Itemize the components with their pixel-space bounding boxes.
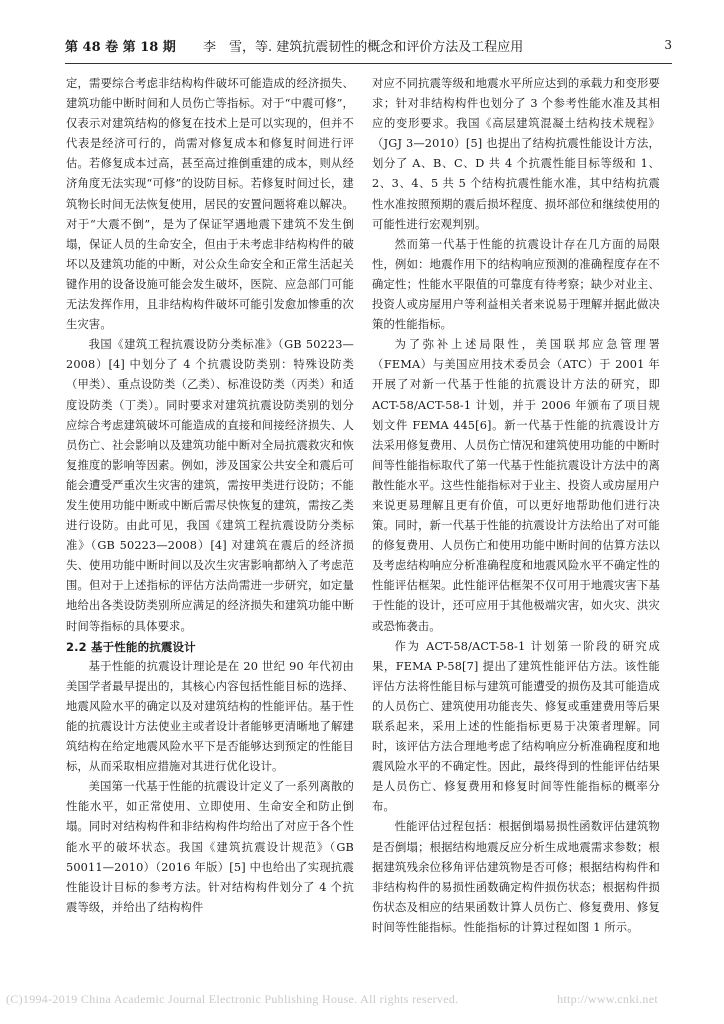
footer-url[interactable]: http://www.cnki.net bbox=[557, 992, 658, 1006]
section-number: 2.2 bbox=[66, 639, 87, 654]
body-paragraph: 为了弥补上述局限性，美国联邦应急管理署（FEMA）与美国应用技术委员会（ATC）于 2001 年开展了对新一代基于性能的抗震设计方法的研究，即 ACT-58/ACT-58-1 计划，并于 2006 年颁布了项目规划文件 FEMA 445[6]。新一代基于性能的抗震设计方法采用修复费用、人员伤亡情况和建筑使用功能的中断时间等性能指标取代了第一代基于性能抗震设计方法中的离散性能水平。这些性能指标对于业主、投资人或房屋用户来说更易理解且更有价值，可以更好地帮助他们进行决策。同时，新一代基于性能的抗震设计方法给出了对可能的修复费用、人员伤亡和使用功能中断时间的估算方法以及考虑结构响应分析准确程度和地震风险水平不确定性的性能评估框架。此性能评估框架不仅可用于地震灾害下基于性能的设计，还可应用于其他极端灾害，如火灾、洪灾或恐怖袭击。 bbox=[372, 338, 660, 633]
body-paragraph: 基于性能的抗震设计理论是在 20 世纪 90 年代初由美国学者最早提出的，其核心内容包括性能目标的选择、地震风险水平的确定以及对建筑结构的性能评估。基于性能的抗震设计方法使业主或者设计者能够更清晰地了解建筑结构在给定地震风险水平下是否能够达到预定的性能目标，从而采取相应措施对其进行优化设计。 bbox=[66, 659, 354, 774]
right-column bbox=[372, 74, 660, 938]
running-title: 李 雪，等. 建筑抗震韧性的概念和评价方法及工程应用 bbox=[203, 40, 524, 55]
body-paragraph: 美国第一代基于性能的抗震设计定义了一系列离散的性能水平，如正常使用、立即使用、生命安全和防止倒塌。同时对结构构件和非结构构件均给出了对应于各个性能水平的破坏状态。我国《建筑抗震设计规范》（GB 50011—2010）（2016 年版）[5] 中也给出了实现抗震性能设计目标的参考方法。针对结构构件划分了 4 个抗震等级，并给出了结构构件 bbox=[66, 780, 354, 914]
body-paragraph: 性能评估过程包括：根据倒塌易损性函数评估建筑物是否倒塌；根据结构地震反应分析生成地震需求参数；根据建筑残余位移角评估建筑物是否可修；根据结构构件和非结构构件的易损性函数确定构件损伤状态；根据构件损伤状态及相应的结果函数计算人员伤亡、修复费用、修复时间等性能指标。性能指标的计算过程如图 1 所示。 bbox=[372, 820, 660, 934]
section-heading bbox=[66, 637, 354, 657]
body-paragraph: 定，需要综合考虑非结构构件破坏可能造成的经济损失、建筑功能中断时间和人员伤亡等指标。对于“中震可修”，仅表示对建筑结构的修复在技术上是可以实现的，但并不代表是经济可行的，尚需对修复成本和修复时间进行评估。若修复成本过高，甚至高过推倒重建的成本，则从经济角度无法实现“可修”的设防目标。若修复时间过长，建筑物长时间无法恢复使用，居民的安置问题将难以解决。对于“大震不倒”，是为了保证罕遇地震下建筑不发生倒塌，保证人员的生命安全，但由于未考虑非结构构件的破坏以及建筑功能的中断，对公众生命安全和正常生活起关键作用的设备设施可能会发生破坏，医院、应急部门可能无法发挥作用，且非结构构件破坏可能引发愈加惨重的次生灾害。 bbox=[66, 77, 354, 332]
body-paragraph: 然而第一代基于性能的抗震设计存在几方面的局限性，例如：地震作用下的结构响应预测的准确程度存在不确定性；性能水平限值的可靠度有待考察；缺少对业主、投资人或房屋用户等利益相关者来说易于理解并据此做决策的性能指标。 bbox=[372, 237, 660, 332]
body-paragraph: 作为 ACT-58/ACT-58-1 计划第一阶段的研究成果，FEMA P-58[7] 提出了建筑性能评估方法。该性能评估方法将性能目标与建筑可能遭受的损伤及其可能造成的人员伤亡、建筑使用功能丧失、修复或重建费用等后果联系起来，采用上述的性能指标更易于决策者理解。同时，该评估方法合理地考虑了结构响应分析准确程度和地震风险水平的不确定性。因此，最终得到的性能评估结果是人员伤亡、修复费用和修复时间等性能指标的概率分布。 bbox=[372, 639, 660, 814]
left-column bbox=[66, 74, 354, 918]
body-paragraph: 对应不同抗震等级和地震水平所应达到的承载力和变形要求；针对非结构构件也划分了 3 个参考性能水准及其相应的变形要求。我国《高层建筑混凝土结构技术规程》（JGJ 3—2010）[5] 也提出了结构抗震性能设计方法，划分了 A、B、C、D 共 4 个抗震性能目标等级和 1、2、3、4、5 共 5 个结构抗震性能水准，其中结构抗震性水准按照预期的震后损坏程度、损坏部位和继续使用的可能性进行宏观判别。 bbox=[372, 77, 660, 231]
body-paragraph: 我国《建筑工程抗震设防分类标准》（GB 50223—2008）[4] 中划分了 4 个抗震设防类别：特殊设防类（甲类）、重点设防类（乙类）、标准设防类（丙类）和适度设防类（丁类）。同时要求对建筑抗震设防类别的划分应综合考虑建筑破坏可能造成的直接和间接经济损失、人员伤亡、社会影响以及建筑功能中断对全局抗震救灾和恢复推度的影响等因素。例如，涉及国家公共安全和震后可能会遭受严重次生灾害的建筑，需按甲类进行设防；不能发生使用功能中断或中断后需尽快恢复的建筑，需按乙类进行设防。由此可见，我国《建筑工程抗震设防分类标准》（GB 50223—2008）[4] 对建筑在震后的经济损失、使用功能中断时间以及次生灾害影响都纳入了考虑范围。但对于上述指标的评估方法尚需进一步研究，如定量地给出各类设防类别所应满足的经济损失和建筑功能中断时间等指标的具体要求。 bbox=[66, 338, 354, 633]
running-header bbox=[65, 36, 672, 62]
copyright-notice: (C)1994-2019 China Academic Journal Electronic Publishing House. All rights reserved. bbox=[6, 992, 459, 1006]
page-number: 3 bbox=[664, 38, 672, 52]
header-rule bbox=[65, 63, 672, 64]
journal-volume-issue: 第 48 卷 第 18 期 bbox=[65, 40, 176, 55]
section-title: 基于性能的抗震设计 bbox=[90, 639, 196, 654]
